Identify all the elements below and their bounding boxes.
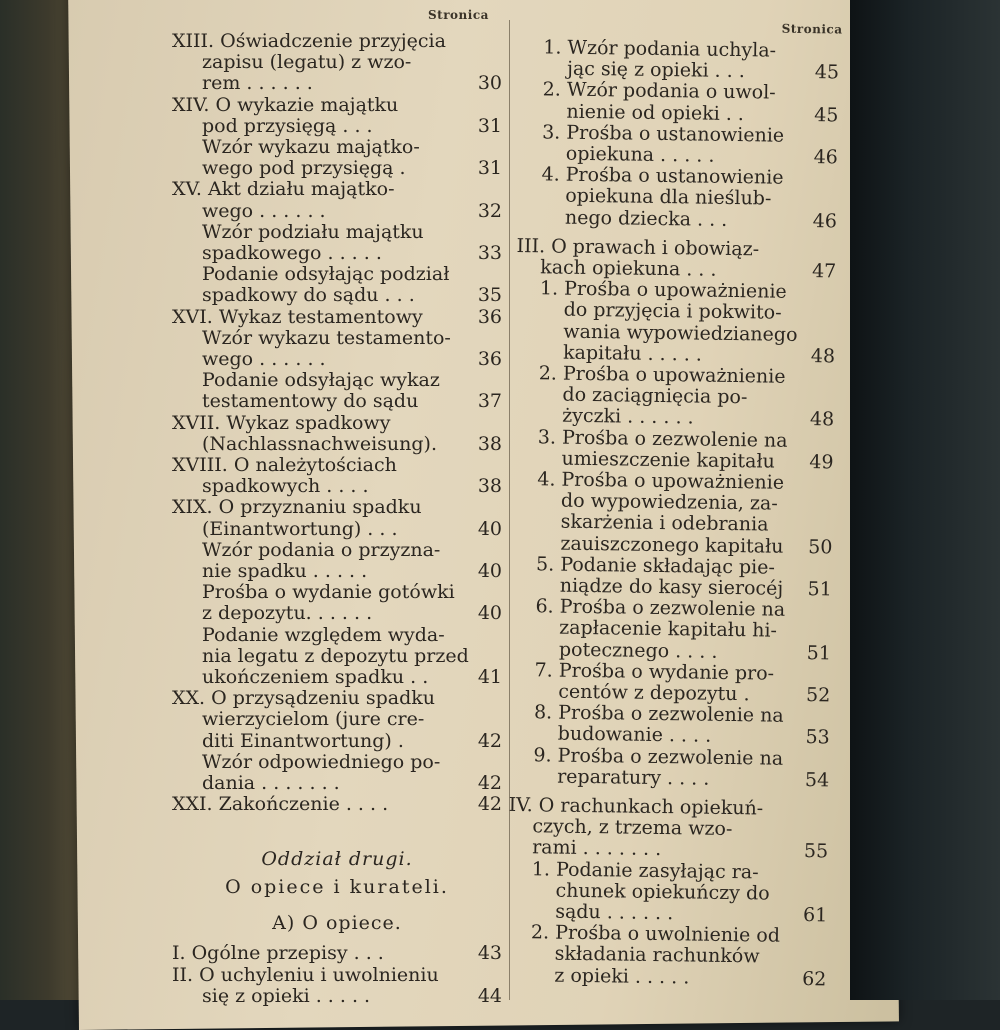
toc-entry-text: opiekuna dla nieślub- xyxy=(565,185,772,210)
toc-entry-text: (Nachlassnachweisung). xyxy=(202,432,438,455)
toc-entry-text: się z opieki . . . . . xyxy=(202,985,371,1008)
toc-entry-text: Prośba o wydanie gotówki xyxy=(202,581,455,604)
book-cover-right xyxy=(850,0,1000,1000)
toc-page-number: 48 xyxy=(810,344,836,368)
toc-page-number: 44 xyxy=(477,985,502,1008)
toc-page-number: 41 xyxy=(477,666,502,688)
toc-entry-text: 5. Podanie składając pie- xyxy=(535,553,776,579)
toc-page-number: 40 xyxy=(477,560,502,582)
toc-page-number: 31 xyxy=(477,157,502,180)
toc-entry-text: XV. Akt działu majątko- xyxy=(172,178,395,201)
toc-page-number: 53 xyxy=(805,726,830,749)
toc-entry-text: 6. Prośba o zezwolenie na xyxy=(535,595,786,621)
toc-entry-text: nienie od opieki . . xyxy=(566,100,745,125)
toc-entry-text: 1. Prośba o upoważnienie xyxy=(539,277,787,303)
toc-entry-text: XX. O przysądzeniu spadku xyxy=(172,687,435,710)
toc-page-number: 36 xyxy=(477,305,502,328)
toc-page-number: 32 xyxy=(477,199,502,222)
toc-page-number: 40 xyxy=(477,517,502,540)
toc-entry-text: ukończeniem spadku . . xyxy=(202,666,429,688)
toc-entry-text: życzki . . . . . . xyxy=(562,405,694,429)
toc-entry-text: III. O prawach i obowiąz- xyxy=(516,234,760,261)
toc-entry-text: nia legatu z depozytu przed xyxy=(202,644,469,667)
toc-entry-text: rem . . . . . . xyxy=(202,72,313,95)
toc-entry-text: opiekuna . . . . . xyxy=(565,142,715,167)
toc-entry-text: spadkowych . . . . xyxy=(202,475,369,498)
toc-entry-text: Wzór wykazu testamento- xyxy=(202,326,451,349)
toc-entry-text: 1. Wzór podania uchyla- xyxy=(543,36,777,62)
toc-entry-text: potecznego . . . . xyxy=(558,638,718,663)
toc-page-number: 49 xyxy=(809,450,834,474)
toc-entry-text: Wzór odpowiedniego po- xyxy=(202,750,441,773)
toc-entry-text: Podanie odsyłając podział xyxy=(202,263,450,286)
toc-entry-text: II. O uchyleniu i uwolnieniu xyxy=(172,963,439,986)
toc-page-number: 38 xyxy=(477,432,502,455)
column-divider xyxy=(509,20,510,1000)
toc-entry-text: do wypowiedzenia, za- xyxy=(560,489,778,515)
toc-entry-text: centów z depozytu . xyxy=(558,680,750,706)
toc-entry-text: Podanie odsyłając wykaz xyxy=(202,369,440,392)
toc-entry-text: 4. Prośba o ustanowienie xyxy=(541,163,784,189)
toc-entry-text: nie spadku . . . . . xyxy=(202,560,368,582)
toc-page-number: 52 xyxy=(805,684,831,707)
toc-entry-text: niądze do kasy sierocéj xyxy=(559,574,784,600)
toc-entry-text: z depozytu. . . . . . xyxy=(202,602,373,625)
section-subtitle: A) O opiece. xyxy=(272,912,402,935)
toc-entry-text: Wzór podziału majątku xyxy=(202,220,424,243)
toc-page-number: 46 xyxy=(813,146,838,169)
toc-entry-text: składania rachunków xyxy=(554,942,760,968)
toc-entry-text: rami . . . . . . . xyxy=(532,836,662,861)
toc-entry-text: wierzycielom (jure cre- xyxy=(202,708,425,731)
toc-entry-text: 8. Prośba o zezwolenie na xyxy=(533,701,784,727)
toc-page-number: 51 xyxy=(807,578,832,601)
toc-entry-text: do zaciągnięcia po- xyxy=(562,383,748,409)
toc-entry-text: sądu . . . . . . xyxy=(555,900,674,925)
toc-page-number: 45 xyxy=(814,61,840,84)
toc-entry-text: XVI. Wykaz testamentowy xyxy=(172,305,423,328)
toc-entry-text: zauiszczonego kapitału xyxy=(560,532,784,558)
toc-page-number: 45 xyxy=(814,103,839,127)
toc-page-number: 62 xyxy=(802,967,827,990)
toc-entry-text: XXI. Zakończenie . . . . xyxy=(172,793,389,816)
toc-entry-text: zapłacenie kapitału hi- xyxy=(559,617,778,643)
toc-page-number: 37 xyxy=(477,390,502,413)
toc-entry-text: kach opiekuna . . . xyxy=(540,256,717,281)
toc-entry-text: pod przysięgą . . . xyxy=(202,114,373,137)
toc-entry-text: XIII. Oświadczenie przyjęcia xyxy=(172,30,446,52)
toc-entry-text: I. Ogólne przepisy . . . xyxy=(172,942,384,965)
toc-entry-text: 1. Podanie zasyłając ra- xyxy=(531,857,759,884)
toc-page-number: 43 xyxy=(477,942,502,965)
toc-entry-text: XIV. O wykazie majątku xyxy=(172,93,399,116)
toc-entry-text: IV. O rachunkach opiekuń- xyxy=(508,793,764,820)
toc-entry-text: XVIII. O należytościach xyxy=(172,454,397,476)
toc-entry-text: Wzór podania o przyzna- xyxy=(202,538,441,561)
toc-entry-text: 4. Prośba o upoważnienie xyxy=(537,468,785,494)
toc-entry-text: spadkowego . . . . . xyxy=(202,242,382,264)
toc-entry-text: wego . . . . . . xyxy=(202,199,326,222)
toc-page-number: 61 xyxy=(802,904,828,927)
toc-entry-text: wego . . . . . . xyxy=(202,348,326,370)
toc-page-number: 55 xyxy=(803,840,829,863)
toc-entry-text: kapitału . . . . . xyxy=(562,341,703,366)
toc-entry-text: do przyjęcia i pokwito- xyxy=(563,299,782,325)
toc-entry-text: umieszczenie kapitału xyxy=(561,447,776,473)
toc-entry-text: nego dziecka . . . xyxy=(564,206,728,231)
toc-entry-text: 2. Wzór podania o uwol- xyxy=(542,78,776,104)
page-column-header: Stronica xyxy=(428,8,489,22)
section-label: Oddział drugi. xyxy=(261,848,413,871)
toc-entry-text: wego pod przysięgą . xyxy=(202,157,406,180)
toc-entry-text: 3. Prośba o zezwolenie na xyxy=(537,425,788,452)
toc-entry-text: 2. Prośba o upoważnienie xyxy=(538,362,786,388)
toc-entry-text: 7. Prośba o wydanie pro- xyxy=(534,659,775,685)
toc-page-number: 42 xyxy=(477,793,502,816)
section-title: O opiece i kurateli. xyxy=(225,876,449,899)
toc-page-number: 36 xyxy=(477,348,502,370)
toc-page-number: 38 xyxy=(477,475,502,498)
page-column-header: Stronica xyxy=(781,21,843,37)
toc-entry-text: diti Einantwortung) . xyxy=(202,729,404,752)
toc-page-number: 47 xyxy=(811,260,837,283)
toc-entry-text: skarżenia i odebrania xyxy=(560,511,769,536)
toc-page-number: 33 xyxy=(477,242,502,264)
toc-page-number: 40 xyxy=(477,602,502,625)
toc-entry-text: spadkowy do sądu . . . xyxy=(202,284,415,307)
toc-entry-text: 2. Prośba o uwolnienie od xyxy=(530,921,781,947)
toc-entry-text: 3. Prośba o ustanowienie xyxy=(542,121,785,147)
toc-page-number: 35 xyxy=(477,284,502,307)
toc-page-number: 51 xyxy=(806,641,832,664)
toc-entry-text: dania . . . . . . . xyxy=(202,772,340,794)
toc-entry-text: XVII. Wykaz spadkowy xyxy=(172,411,391,434)
toc-entry-text: czych, z trzema wzo- xyxy=(532,815,733,841)
toc-entry-text: XIX. O przyznaniu spadku xyxy=(172,496,422,519)
toc-entry-text: Wzór wykazu majątko- xyxy=(202,136,420,158)
toc-page-number: 42 xyxy=(477,729,502,752)
toc-page-number: 54 xyxy=(804,768,830,792)
toc-entry-text: testamentowy do sądu xyxy=(202,390,419,413)
toc-page-number: 50 xyxy=(808,535,833,559)
toc-entry-text: (Einantwortung) . . . xyxy=(202,517,398,540)
toc-page-number: 46 xyxy=(812,209,838,233)
toc-page-number: 42 xyxy=(477,772,502,794)
toc-entry-text: reparatury . . . . xyxy=(557,765,710,790)
toc-entry-text: zapisu (legatu) z wzo- xyxy=(202,51,412,74)
toc-entry-text: budowanie . . . . xyxy=(557,722,712,748)
toc-entry-text: jąc się z opieki . . . xyxy=(566,57,745,83)
toc-entry-text: wania wypowiedzianego xyxy=(563,320,798,346)
toc-entry-text: Podanie względem wyda- xyxy=(202,623,445,646)
toc-entry-text: 9. Prośba o zezwolenie na xyxy=(533,743,784,770)
toc-page-number: 48 xyxy=(809,408,835,431)
toc-entry-text: z opieki . . . . . xyxy=(554,964,690,989)
toc-page-number: 31 xyxy=(477,114,502,137)
toc-page-number: 30 xyxy=(477,72,502,95)
toc-entry-text: chunek opiekuńczy do xyxy=(555,879,770,905)
